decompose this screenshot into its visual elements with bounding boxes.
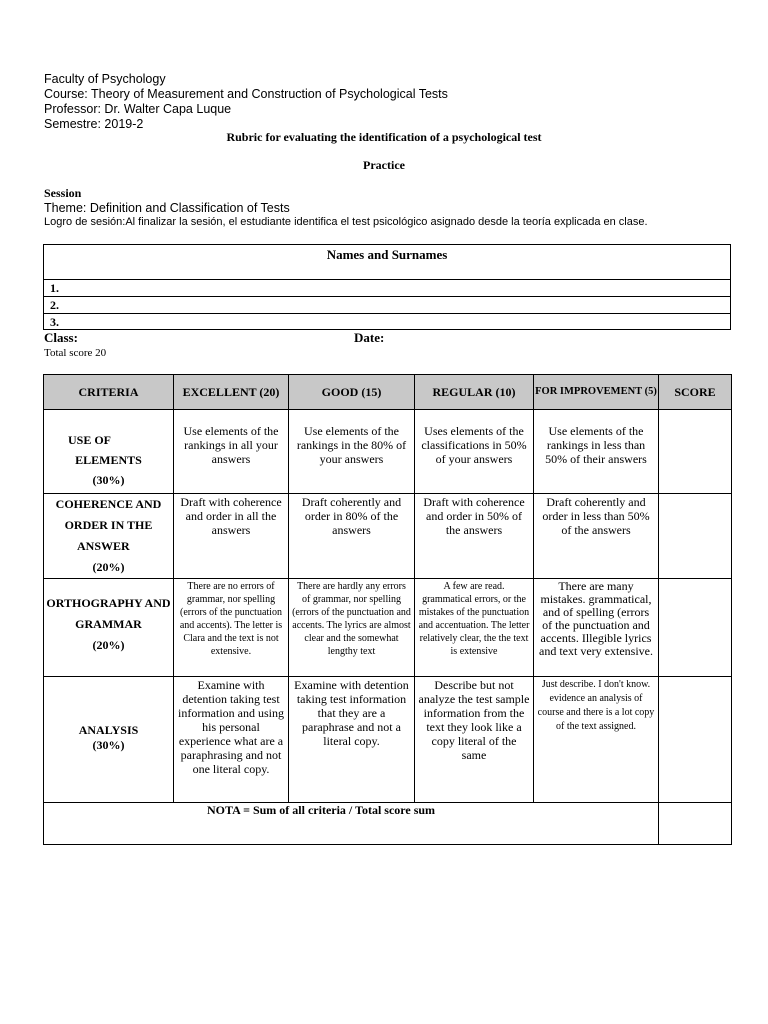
- session-label: Session: [44, 186, 82, 200]
- cell-regular: [415, 410, 534, 494]
- faculty-line: Faculty of Psychology: [44, 72, 166, 86]
- cell-good: [289, 410, 415, 494]
- cell-text: Use elements of the rankings in less than 50% of their answers: [545, 424, 647, 466]
- score-cell[interactable]: [659, 494, 732, 579]
- document-title: Rubric for evaluating the identification of a psychological test: [226, 130, 542, 144]
- cell-regular: [415, 579, 534, 677]
- cell-text: Examine with detention taking test information and using his personal experience what are a paraphrasing and not one literal copy.: [178, 678, 284, 776]
- cell-text: There are hardly any errors of grammar, nor spelling (errors of the punctuation and accents. The lyrics are almost clear and the somewhat lengthy text: [292, 581, 411, 657]
- cell-regular: [415, 494, 534, 579]
- professor-line: Professor: Dr. Walter Capa Luque: [44, 102, 232, 116]
- header-regular: REGULAR (10): [415, 375, 534, 410]
- criteria-use-of-elements: [44, 410, 174, 494]
- semester-line: Semestre: 2019-2: [44, 117, 144, 131]
- criteria-line: ANALYSIS: [78, 723, 139, 737]
- cell-improvement: [534, 579, 659, 677]
- table-row: [44, 677, 732, 803]
- criteria-line: (30%): [92, 473, 125, 487]
- cell-good: [289, 579, 415, 677]
- cell-regular: [415, 677, 534, 803]
- date-label: Date:: [354, 330, 385, 345]
- criteria-line: COHERENCE AND: [55, 497, 162, 511]
- cell-text: Draft with coherence and order in 50% of the answers: [423, 495, 525, 537]
- rubric-table: [43, 374, 732, 845]
- criteria-line: ORTHOGRAPHY AND: [46, 596, 171, 610]
- cell-text: Just describe. I don't know. evidence an analysis of course and there is a lot copy of the text assigned.: [537, 679, 655, 732]
- cell-text: Draft coherently and order in less than 50% of the answers: [542, 495, 650, 537]
- cell-text: Uses elements of the classifications in 50% of your answers: [421, 424, 527, 466]
- document-subtitle: Practice: [363, 158, 405, 172]
- footer-note-cell: [44, 803, 659, 845]
- name-row-3[interactable]: 3.: [44, 313, 730, 330]
- session-logro: Logro de sesión:Al finalizar la sesión, el estudiante identifica el test psicológico asignado desde la teoría explicada en clase.: [44, 216, 648, 228]
- cell-text: Describe but not analyze the test sample information from the text they look like a copy literal of the same: [418, 678, 530, 762]
- names-table: [43, 244, 731, 330]
- cell-improvement: [534, 677, 659, 803]
- cell-text: Use elements of the rankings in all your answers: [183, 424, 279, 466]
- header-score: SCORE: [659, 375, 732, 410]
- cell-improvement: [534, 494, 659, 579]
- cell-text: Examine with detention taking test information that they are a paraphrase and not a literal copy.: [294, 678, 409, 748]
- cell-excellent: [174, 677, 289, 803]
- name-row-2[interactable]: 2.: [44, 296, 730, 313]
- cell-good: [289, 677, 415, 803]
- cell-excellent: [174, 494, 289, 579]
- cell-text: Draft with coherence and order in all the answers: [180, 495, 282, 537]
- header-excellent: EXCELLENT (20): [174, 375, 289, 410]
- criteria-line: GRAMMAR: [75, 617, 142, 631]
- footer-note: NOTA = Sum of all criteria / Total score sum: [207, 803, 436, 817]
- criteria-line: (30%): [92, 738, 125, 752]
- header-good: GOOD (15): [289, 375, 415, 410]
- cell-excellent: [174, 410, 289, 494]
- header-improvement: FOR IMPROVEMENT (5): [534, 375, 659, 410]
- cell-text: There are no errors of grammar, nor spelling (errors of the punctuation and accents). The letter is Clara and the text is not extensive.: [179, 581, 283, 657]
- table-row: [44, 579, 732, 677]
- class-label: Class:: [44, 330, 78, 345]
- total-score: Total score 20: [44, 347, 107, 359]
- score-cell[interactable]: [659, 579, 732, 677]
- table-row: [44, 494, 732, 579]
- criteria-line: ELEMENTS: [75, 453, 142, 467]
- total-score-cell[interactable]: [659, 803, 732, 845]
- criteria-line: (20%): [92, 638, 125, 652]
- criteria-line: ANSWER: [77, 539, 130, 553]
- rubric-header-row: [44, 375, 732, 410]
- criteria-analysis: [44, 677, 174, 803]
- criteria-line: (20%): [92, 560, 125, 574]
- course-line: Course: Theory of Measurement and Construction of Psychological Tests: [44, 87, 448, 101]
- session-theme: Theme: Definition and Classification of Tests: [44, 201, 290, 215]
- header-criteria: CRITERIA: [44, 375, 174, 410]
- cell-text: Use elements of the rankings in the 80% of your answers: [296, 424, 407, 466]
- criteria-line: ORDER IN THE: [64, 518, 153, 532]
- cell-text: Draft coherently and order in 80% of the answers: [301, 495, 402, 537]
- cell-text: There are many mistakes. grammatical, and of spelling (errors of the punctuation and accents. Illegible lyrics and text very extensive.: [539, 579, 653, 658]
- cell-good: [289, 494, 415, 579]
- criteria-orthography-and-grammar: [44, 579, 174, 677]
- score-cell[interactable]: [659, 677, 732, 803]
- cell-text: A few are read. grammatical errors, or the mistakes of the punctuation and accentuation. The letter relatively clear, the the text is extensive: [418, 581, 530, 657]
- name-row-1[interactable]: 1.: [44, 279, 730, 296]
- names-title: Names and Surnames: [326, 247, 448, 262]
- cell-improvement: [534, 410, 659, 494]
- score-cell[interactable]: [659, 410, 732, 494]
- criteria-coherence-and-order: [44, 494, 174, 579]
- criteria-line: USE OF: [68, 433, 112, 447]
- cell-excellent: [174, 579, 289, 677]
- table-row: [44, 410, 732, 494]
- rubric-footer-row: [44, 803, 732, 845]
